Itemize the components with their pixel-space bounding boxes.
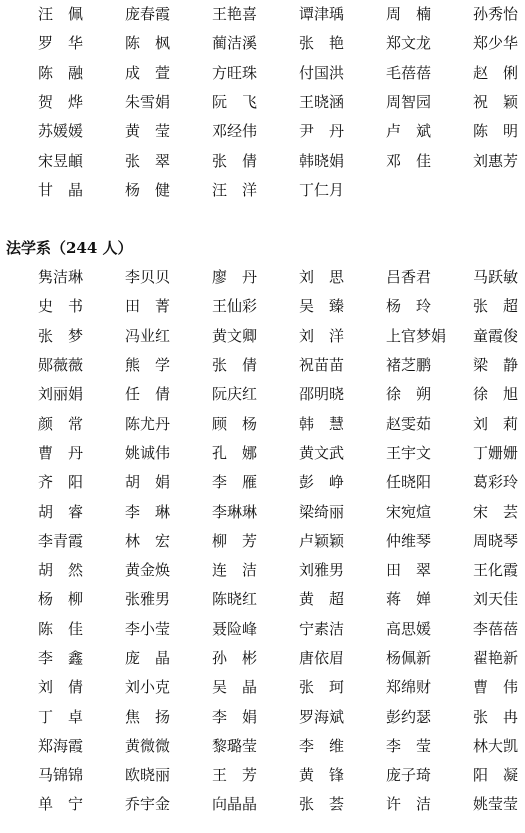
- section-title-law-department: 法学系（244 人）: [6, 239, 133, 257]
- name-cell: 尹 丹: [299, 122, 345, 141]
- name-cell: 徐 旭: [473, 385, 519, 404]
- name-cell: 贺 烨: [38, 93, 84, 112]
- name-cell: 陈尤丹: [125, 414, 171, 433]
- name-grid-previous-department: [38, 0, 525, 205]
- name-cell: 方旺珠: [212, 63, 258, 82]
- name-cell: 朱雪娟: [125, 93, 171, 112]
- name-cell: 任 倩: [125, 385, 171, 404]
- name-cell: 高思媛: [386, 619, 432, 638]
- name-cell: 郑海霞: [38, 736, 84, 755]
- name-cell: 葛彩玲: [473, 473, 519, 492]
- name-cell: 邓 佳: [386, 151, 432, 170]
- name-cell: 韩 慧: [299, 414, 345, 433]
- name-cell: 张 艳: [299, 34, 345, 53]
- name-cell: 张 珂: [299, 678, 345, 697]
- name-cell: 邵明晓: [299, 385, 345, 404]
- name-cell: 阮 飞: [212, 93, 258, 112]
- name-cell: 毛蓓蓓: [386, 63, 432, 82]
- name-cell: 黎璐莹: [212, 736, 258, 755]
- name-cell: 杨 健: [125, 180, 171, 199]
- name-cell: 庞春霞: [125, 5, 171, 24]
- name-cell: 孙 彬: [212, 649, 258, 667]
- name-cell: 汪 佩: [38, 5, 84, 24]
- name-cell: 曹 伟: [473, 678, 519, 697]
- name-cell: 赵 俐: [473, 63, 519, 82]
- name-cell: 黄文武: [299, 443, 345, 462]
- name-cell: 黄金焕: [125, 561, 171, 580]
- name-cell: 张 冉: [473, 707, 519, 726]
- name-cell: 陈 枫: [125, 34, 171, 53]
- name-cell: 熊 学: [125, 356, 171, 375]
- name-cell: 周 楠: [386, 5, 432, 24]
- name-cell: 史 书: [38, 297, 84, 316]
- name-cell: 刘小克: [125, 678, 171, 697]
- name-cell: 梁 静: [473, 356, 519, 375]
- name-cell: 胡 睿: [38, 502, 84, 521]
- name-cell: 胡 娟: [125, 473, 171, 492]
- name-cell: 曹 丹: [38, 443, 84, 462]
- name-cell: 马锦锦: [38, 766, 84, 785]
- name-cell: 颜 常: [38, 414, 84, 433]
- name-cell: 李 雁: [212, 473, 258, 492]
- name-cell: 任晓阳: [386, 473, 432, 492]
- name-cell: 庞 晶: [125, 649, 171, 667]
- name-cell: 姚诚伟: [125, 443, 171, 462]
- name-cell: 王 芳: [212, 766, 258, 785]
- name-cell: 邓经伟: [212, 122, 258, 141]
- name-cell: 付国洪: [299, 63, 345, 82]
- name-cell: 宋昱頔: [38, 151, 84, 170]
- name-cell: 卢颖颖: [299, 531, 345, 550]
- name-cell: 郧薇薇: [38, 356, 84, 375]
- name-cell: 张 倩: [212, 356, 258, 375]
- name-cell: 刘天佳: [473, 590, 519, 609]
- name-cell: 李小莹: [125, 619, 171, 638]
- name-cell: 祝苗苗: [299, 356, 345, 375]
- name-cell: 冯业红: [125, 326, 171, 345]
- name-cell: 刘惠芳: [473, 151, 519, 170]
- name-cell: 欧晓丽: [125, 766, 171, 785]
- name-cell: 田 菁: [125, 297, 171, 316]
- name-cell: 姚莹莹: [473, 795, 519, 814]
- name-cell: 刘雅男: [299, 561, 345, 580]
- name-cell: 张雅男: [125, 590, 171, 609]
- name-cell: 仲维琴: [386, 531, 432, 550]
- name-cell: 杨佩新: [386, 649, 432, 667]
- name-cell: 王晓涵: [299, 93, 345, 112]
- name-cell: 阮庆红: [212, 385, 258, 404]
- name-cell: 王化霞: [473, 561, 519, 580]
- name-cell: 李青霞: [38, 531, 84, 550]
- name-cell: 马跃敏: [473, 268, 519, 287]
- name-cell: 黄 莹: [125, 122, 171, 141]
- name-cell: 陈 佳: [38, 619, 84, 638]
- name-cell: 刘丽娟: [38, 385, 84, 404]
- name-cell: 丁姗姗: [473, 443, 519, 462]
- name-cell: 李琳琳: [212, 502, 258, 521]
- name-cell: 郑绵财: [386, 678, 432, 697]
- name-cell: 李 琳: [125, 502, 171, 521]
- name-cell: 王宇文: [386, 443, 432, 462]
- name-cell: 李 维: [299, 736, 345, 755]
- name-cell: 林 宏: [125, 531, 171, 550]
- name-cell: 陈晓红: [212, 590, 258, 609]
- name-cell: 吕香君: [386, 268, 432, 287]
- name-cell: 赵雯茹: [386, 414, 432, 433]
- name-cell: 孙秀怡: [473, 5, 519, 24]
- name-cell: 宁素洁: [299, 619, 345, 638]
- name-cell: 黄微微: [125, 736, 171, 755]
- name-cell: 郑文龙: [386, 34, 432, 53]
- name-cell: 汪 洋: [212, 180, 258, 199]
- name-cell: 齐 阳: [38, 473, 84, 492]
- name-cell: 林大凯: [473, 736, 519, 755]
- name-cell: 向晶晶: [212, 795, 258, 814]
- name-cell: 陈 明: [473, 122, 519, 141]
- name-cell: 李贝贝: [125, 268, 171, 287]
- name-cell: 张 超: [473, 297, 519, 316]
- name-cell: 上官梦娟: [386, 326, 447, 345]
- name-cell: 王艳喜: [212, 5, 258, 24]
- name-cell: 蔺洁溪: [212, 34, 258, 53]
- name-cell: 李蓓蓓: [473, 619, 519, 638]
- name-cell: 吴 晶: [212, 678, 258, 697]
- name-cell: 廖 丹: [212, 268, 258, 287]
- name-cell: 隽洁琳: [38, 268, 84, 287]
- name-cell: 童霞俊: [473, 326, 519, 345]
- name-cell: 杨 柳: [38, 590, 84, 609]
- name-cell: 蒋 婵: [386, 590, 432, 609]
- name-cell: 张 荟: [299, 795, 345, 814]
- name-cell: 张 翠: [125, 151, 171, 170]
- name-cell: 李 莹: [386, 736, 432, 755]
- name-cell: 祝 颖: [473, 93, 519, 112]
- name-cell: 陈 融: [38, 63, 84, 82]
- name-cell: 成 萱: [125, 63, 171, 82]
- name-cell: 宋 芸: [473, 502, 519, 521]
- name-cell: 罗 华: [38, 34, 84, 53]
- name-cell: 庞子琦: [386, 766, 432, 785]
- name-cell: 焦 扬: [125, 707, 171, 726]
- name-cell: 张 倩: [212, 151, 258, 170]
- name-cell: 连 洁: [212, 561, 258, 580]
- name-cell: 顾 杨: [212, 414, 258, 433]
- name-cell: 阳 凝: [473, 766, 519, 785]
- name-cell: 韩晓娟: [299, 151, 345, 170]
- name-cell: 唐依眉: [299, 649, 345, 667]
- name-cell: 黄 超: [299, 590, 345, 609]
- name-cell: 宋宛煊: [386, 502, 432, 521]
- name-cell: 聂险峰: [212, 619, 258, 638]
- name-cell: 周智园: [386, 93, 432, 112]
- name-cell: 甘 晶: [38, 180, 84, 199]
- name-cell: 刘 思: [299, 268, 345, 287]
- name-cell: 苏媛媛: [38, 122, 84, 141]
- name-cell: 梁绮丽: [299, 502, 345, 521]
- name-cell: 孔 娜: [212, 443, 258, 462]
- name-cell: 乔宇金: [125, 795, 171, 814]
- name-cell: 谭津瑀: [299, 5, 345, 24]
- name-cell: 杨 玲: [386, 297, 432, 316]
- name-cell: 黄文卿: [212, 326, 258, 345]
- name-cell: 刘 莉: [473, 414, 519, 433]
- name-cell: 翟艳新: [473, 649, 519, 667]
- name-cell: 王仙彩: [212, 297, 258, 316]
- name-grid-law-department: [38, 263, 525, 820]
- name-cell: 徐 朔: [386, 385, 432, 404]
- name-cell: 褚芝鹏: [386, 356, 432, 375]
- name-cell: 丁仁月: [299, 180, 345, 199]
- name-cell: 彭约瑟: [386, 707, 432, 726]
- name-cell: 黄 锋: [299, 766, 345, 785]
- name-cell: 许 洁: [386, 795, 432, 814]
- name-cell: 田 翠: [386, 561, 432, 580]
- name-cell: 李 娟: [212, 707, 258, 726]
- name-cell: 丁 卓: [38, 707, 84, 726]
- name-cell: 胡 然: [38, 561, 84, 580]
- name-cell: 刘 洋: [299, 326, 345, 345]
- name-cell: 郑少华: [473, 34, 519, 53]
- name-cell: 吴 臻: [299, 297, 345, 316]
- name-cell: 罗海斌: [299, 707, 345, 726]
- name-cell: 单 宁: [38, 795, 84, 814]
- name-cell: 卢 斌: [386, 122, 432, 141]
- name-cell: 李 鑫: [38, 649, 84, 667]
- name-cell: 周晓琴: [473, 531, 519, 550]
- name-cell: 柳 芳: [212, 531, 258, 550]
- name-cell: 刘 倩: [38, 678, 84, 697]
- name-cell: 彭 峥: [299, 473, 345, 492]
- name-cell: 张 梦: [38, 326, 84, 345]
